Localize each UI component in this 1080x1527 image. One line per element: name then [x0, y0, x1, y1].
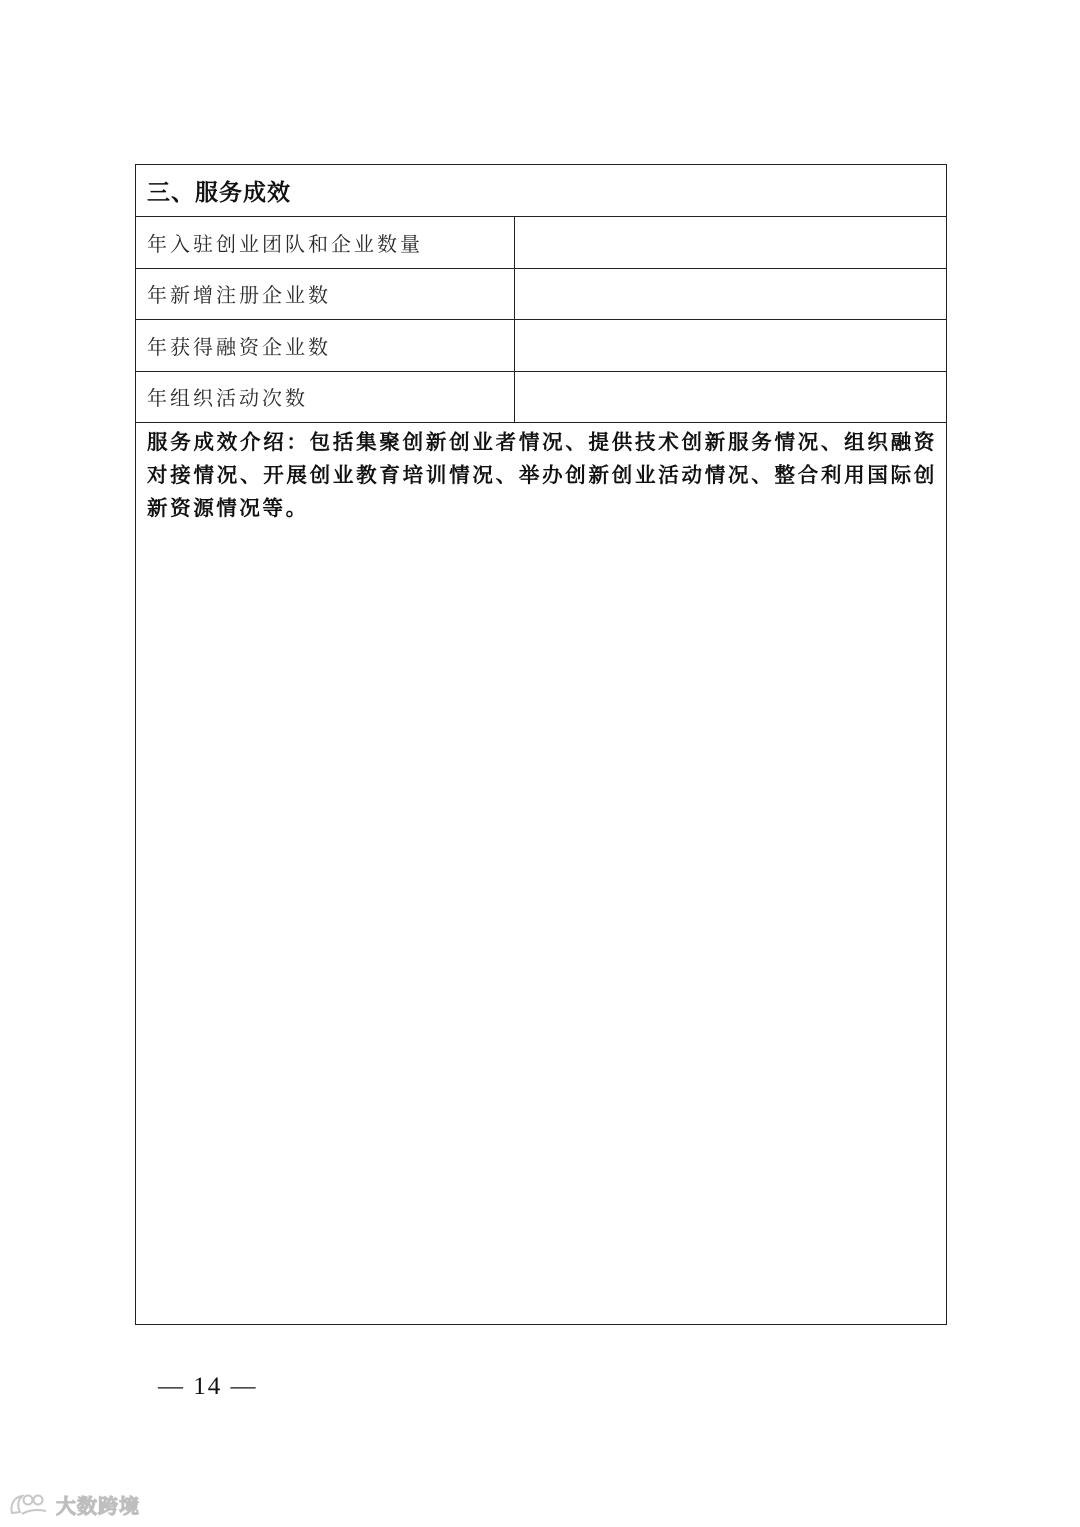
- metric-label: 年获得融资企业数: [136, 320, 515, 372]
- metric-row: [136, 217, 947, 269]
- metric-label: 年入驻创业团队和企业数量: [136, 217, 515, 269]
- brand-logo-icon: [8, 1491, 52, 1519]
- metric-value-field[interactable]: [515, 268, 947, 320]
- intro-row: [136, 423, 947, 1325]
- metric-value-field[interactable]: [515, 371, 947, 423]
- page-number: — 14 —: [158, 1373, 258, 1400]
- service-results-form: [135, 164, 947, 1325]
- service-results-intro[interactable]: 服务成效介绍：包括集聚创新创业者情况、提供技术创新服务情况、组织融资对接情况、开展创业教育培训情况、举办创新创业活动情况、整合利用国际创新资源情况等。: [136, 423, 947, 1325]
- metric-label: 年组织活动次数: [136, 371, 515, 423]
- section-title: 三、服务成效: [136, 165, 947, 217]
- metric-row: [136, 320, 947, 372]
- metric-row: [136, 371, 947, 423]
- metric-value-field[interactable]: [515, 217, 947, 269]
- metric-row: [136, 268, 947, 320]
- watermark: [8, 1490, 140, 1519]
- metric-value-field[interactable]: [515, 320, 947, 372]
- section-header-row: [136, 165, 947, 217]
- metric-label: 年新增注册企业数: [136, 268, 515, 320]
- watermark-text: 大数跨境: [56, 1494, 140, 1518]
